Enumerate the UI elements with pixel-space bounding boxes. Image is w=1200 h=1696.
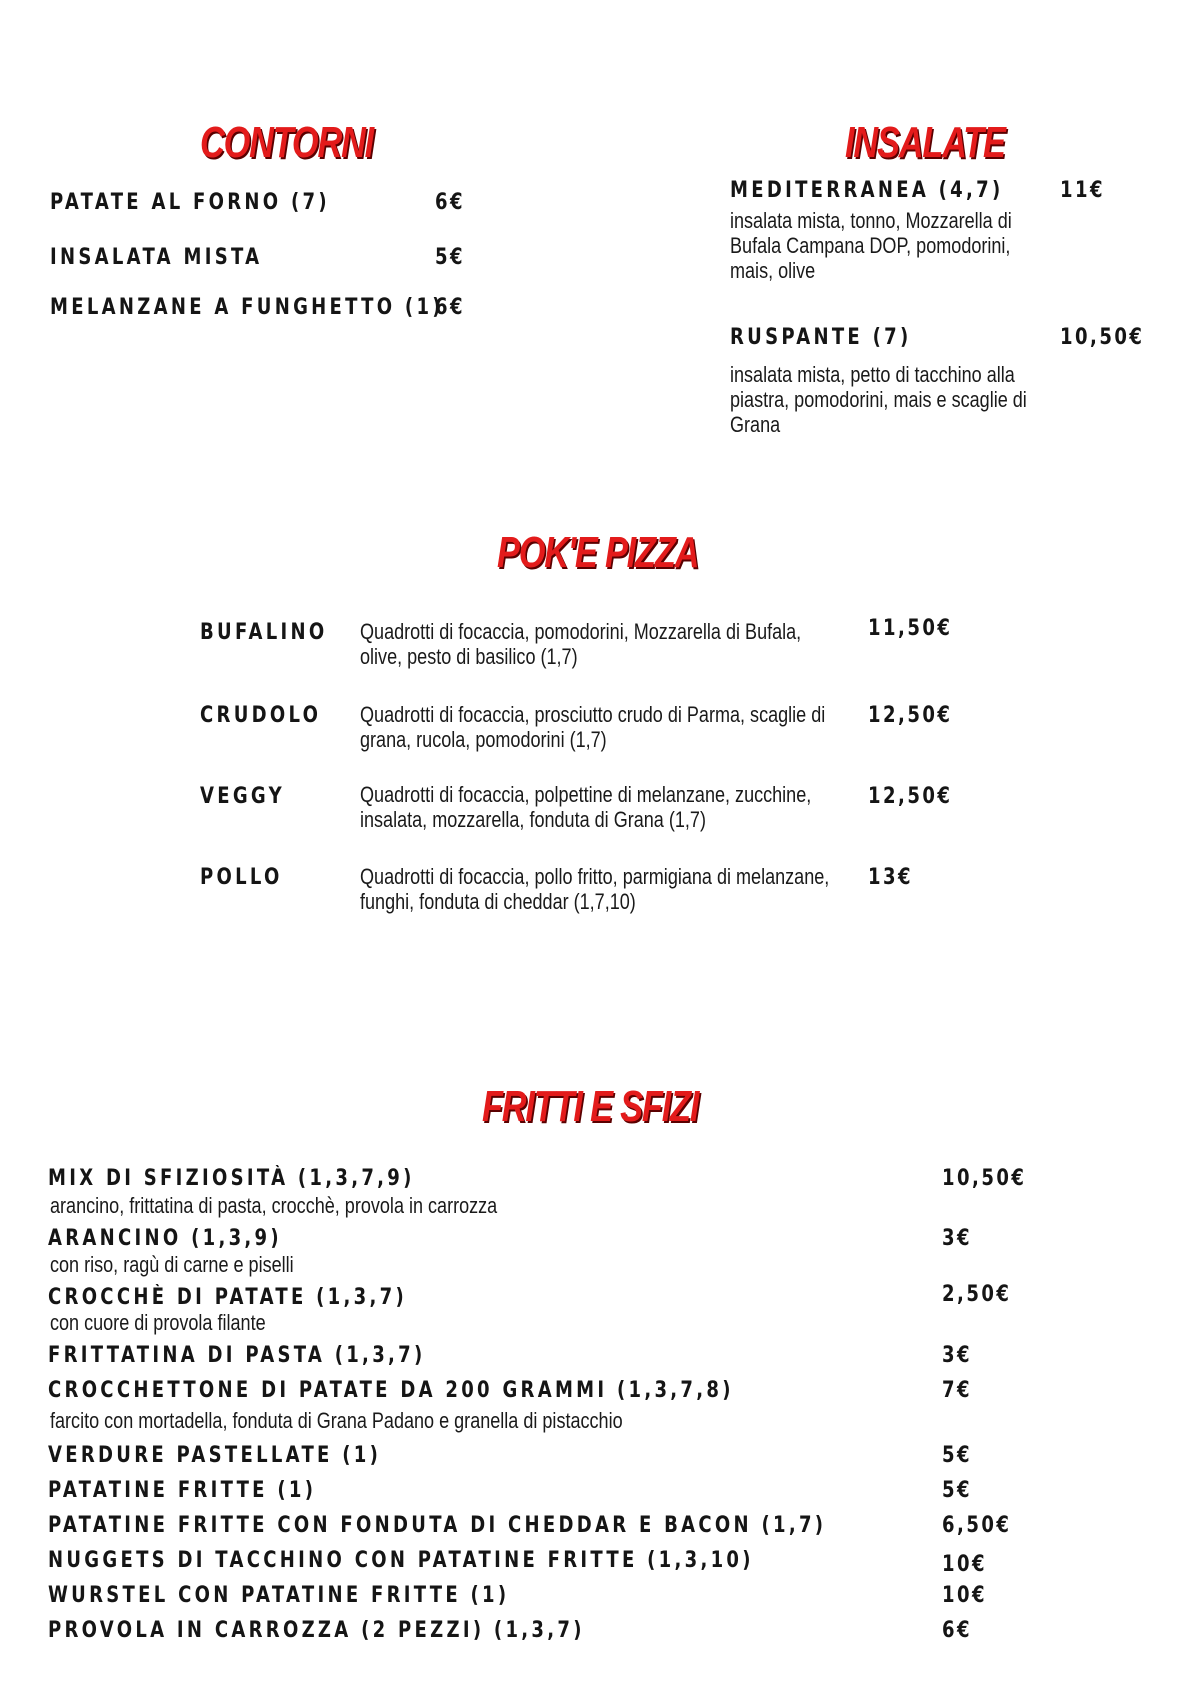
menu-item-price: 13€ bbox=[868, 865, 914, 890]
insalate-title: INSALATE bbox=[845, 118, 1005, 167]
menu-item-description: farcito con mortadella, fonduta di Grana Padano e granella di pistacchio bbox=[50, 1408, 623, 1433]
menu-item-description: insalata mista, petto di tacchino alla piastra, pomodorini, mais e scaglie di Grana bbox=[730, 362, 1027, 437]
menu-item-name: PATATINE FRITTE (1) bbox=[48, 1478, 317, 1503]
menu-item-description: Quadrotti di focaccia, polpettine di melanzane, zucchine, insalata, mozzarella, fonduta di Grana (1,7) bbox=[360, 782, 812, 832]
fritti-title: FRITTI E SFIZI bbox=[482, 1082, 699, 1131]
menu-item-name: PATATE AL FORNO (7) bbox=[50, 190, 330, 215]
menu-item-price: 6€ bbox=[435, 190, 466, 215]
menu-item-price: 5€ bbox=[942, 1478, 973, 1503]
menu-item-price: 12,50€ bbox=[868, 784, 953, 809]
poke-pizza-title: POK'E PIZZA bbox=[497, 528, 699, 577]
menu-item-name: WURSTEL CON PATATINE FRITTE (1) bbox=[48, 1583, 510, 1608]
menu-item-price: 10,50€ bbox=[1060, 325, 1145, 350]
menu-item-price: 10€ bbox=[942, 1583, 988, 1608]
menu-item-name: CROCCHÈ DI PATATE (1,3,7) bbox=[48, 1285, 407, 1310]
menu-item-name: POLLO bbox=[200, 865, 283, 890]
menu-item-name: MIX DI SFIZIOSITÀ (1,3,7,9) bbox=[48, 1166, 415, 1191]
menu-item-description: con riso, ragù di carne e piselli bbox=[50, 1252, 294, 1277]
menu-item-price: 12,50€ bbox=[868, 703, 953, 728]
menu-item-name: BUFALINO bbox=[200, 620, 328, 645]
menu-item-description: Quadrotti di focaccia, prosciutto crudo di Parma, scaglie di grana, rucola, pomodorini (1,7) bbox=[360, 702, 826, 752]
menu-item-price: 10,50€ bbox=[942, 1166, 1027, 1191]
menu-item-name: CROCCHETTONE DI PATATE DA 200 GRAMMI (1,3,7,8) bbox=[48, 1378, 734, 1403]
menu-item-price: 7€ bbox=[942, 1378, 973, 1403]
menu-item-price: 3€ bbox=[942, 1226, 973, 1251]
menu-item-price: 10€ bbox=[942, 1552, 988, 1577]
menu-item-description: Quadrotti di focaccia, pomodorini, Mozzarella di Bufala, olive, pesto di basilico (1,7) bbox=[360, 619, 802, 669]
menu-item-price: 5€ bbox=[942, 1443, 973, 1468]
menu-item-price: 5€ bbox=[435, 245, 466, 270]
menu-item-description: Quadrotti di focaccia, pollo fritto, parmigiana di melanzane, funghi, fonduta di cheddar (1,7,10) bbox=[360, 864, 830, 914]
menu-item-price: 6€ bbox=[942, 1618, 973, 1643]
menu-item-name: CRUDOLO bbox=[200, 703, 322, 728]
menu-item-price: 2,50€ bbox=[942, 1282, 1012, 1307]
menu-item-price: 11,50€ bbox=[868, 616, 953, 641]
menu-item-name: RUSPANTE (7) bbox=[730, 325, 912, 350]
menu-item-name: VERDURE PASTELLATE (1) bbox=[48, 1443, 382, 1468]
menu-item-name: PATATINE FRITTE CON FONDUTA DI CHEDDAR E BACON (1,7) bbox=[48, 1513, 827, 1538]
menu-item-name: MELANZANE A FUNGHETTO (1) bbox=[50, 295, 444, 320]
menu-item-name: NUGGETS DI TACCHINO CON PATATINE FRITTE (1,3,10) bbox=[48, 1548, 754, 1573]
menu-item-name: ARANCINO (1,3,9) bbox=[48, 1226, 282, 1251]
menu-item-price: 6,50€ bbox=[942, 1513, 1012, 1538]
menu-item-price: 6€ bbox=[435, 295, 466, 320]
menu-item-description: con cuore di provola filante bbox=[50, 1310, 266, 1335]
menu-item-price: 3€ bbox=[942, 1343, 973, 1368]
menu-item-description: arancino, frittatina di pasta, crocchè, provola in carrozza bbox=[50, 1193, 498, 1218]
menu-item-name: PROVOLA IN CARROZZA (2 PEZZI) (1,3,7) bbox=[48, 1618, 585, 1643]
menu-item-name: MEDITERRANEA (4,7) bbox=[730, 178, 1004, 203]
menu-item-name: FRITTATINA DI PASTA (1,3,7) bbox=[48, 1343, 426, 1368]
menu-item-name: INSALATA MISTA bbox=[50, 245, 263, 270]
menu-item-name: VEGGY bbox=[200, 784, 285, 809]
contorni-title: CONTORNI bbox=[200, 118, 374, 167]
menu-item-price: 11€ bbox=[1060, 178, 1106, 203]
menu-item-description: insalata mista, tonno, Mozzarella di Bufala Campana DOP, pomodorini, mais, olive bbox=[730, 208, 1012, 283]
